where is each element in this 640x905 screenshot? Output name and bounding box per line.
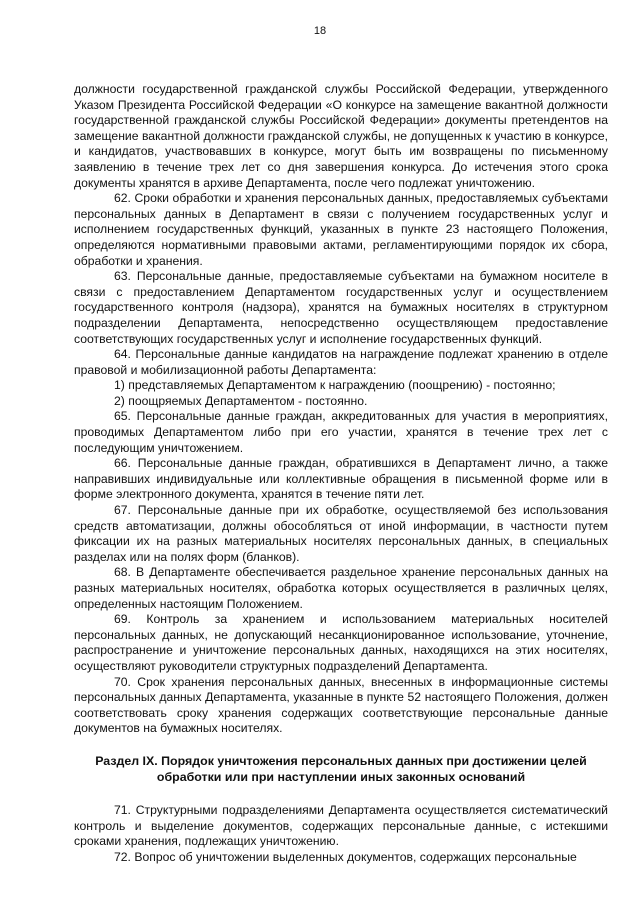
paragraph: 65. Персональные данные граждан, аккредитованных для участия в мероприятиях, проводимых Департаментом либо при его участии, хранятся в течение трех лет с последующим уничтожением.	[74, 409, 608, 455]
paragraph: 67. Персональные данные при их обработке, осуществляемой без использования средств автоматизации, должны обособляться от иной информации, в частности путем фиксации их на разных материальных носителях персональных данных, в специальных разделах или на полях форм (бланков).	[74, 503, 608, 564]
paragraph: 62. Сроки обработки и хранения персональных данных, предоставляемых субъектами персональных данных в Департамент в связи с получением государственных услуг и исполнением государственных функций, указанных в пункте 23 настоящего Положения, определяются нормативными правовыми актами, регламентирующими порядок их сбора, обработки и хранения.	[74, 191, 608, 268]
paragraph: 70. Срок хранения персональных данных, внесенных в информационные системы персональных данных Департамента, указанные в пункте 52 настоящего Положения, должен соответствовать сроку хранения содержащих соответствующие персональные данные документов на бумажных носителях.	[74, 674, 608, 736]
paragraph: должности государственной гражданской службы Российской Федерации, утвержденного Указом Президента Российской Федерации «О конкурсе на замещение вакантной должности государственной гражданской службы Российской Федерации» документы претендентов на замещение вакантной должности гражданской службы, не допущенных к участию в конкурсе, и кандидатов, участвовавших в конкурсе, могут быть им возвращены по письменному заявлению в течение трех лет со дня завершения конкурса. До истечения этого срока документы хранятся в архиве Департамента, после чего подлежат уничтожению.	[74, 82, 608, 190]
paragraph: 68. В Департаменте обеспечивается раздельное хранение персональных данных на разных материальных носителях, обработка которых осуществляется в различных целях, определенных настоящим Положением.	[74, 565, 608, 611]
document-body	[74, 82, 608, 865]
paragraph: 63. Персональные данные, предоставляемые субъектами на бумажном носителе в связи с предоставлением Департаментом государственных услуг и осуществлением государственного контроля (надзора), хранятся на бумажных носителях в структурном подразделении Департамента, непосредственно осуществляющем предоставление соответствующих государственных услуг и исполнение государственных функций.	[74, 269, 608, 346]
paragraph: 1) представляемых Департаментом к награждению (поощрению) - постоянно;	[114, 378, 556, 393]
paragraphs-after-section	[74, 803, 608, 865]
paragraph: 66. Персональные данные граждан, обратившихся в Департамент лично, а также направивших индивидуальные или коллективные обращения в письменной форме или в форме электронного документа, хранятся в течение пяти лет.	[74, 456, 608, 502]
paragraph: 71. Структурными подразделениями Департамента осуществляется систематический контроль и выделение документов, содержащих персональные данные, с истекшими сроками хранения, подлежащих уничтожению.	[74, 802, 608, 849]
page-number: 18	[313, 25, 327, 37]
paragraph: 64. Персональные данные кандидатов на награждение подлежат хранению в отделе правовой и мобилизационной работы Департамента:	[74, 347, 608, 377]
paragraph: 69. Контроль за хранением и использованием материальных носителей персональных данных, не допускающий несанкционированное использование, уточнение, распространение и уничтожение персональных данных, находящихся на этих носителях, осуществляют руководители структурных подразделений Департамента.	[74, 612, 608, 673]
section-heading: Раздел IX. Порядок уничтожения персональных данных при достижении целей обработки или при наступлении иных законных оснований	[95, 753, 587, 784]
paragraph: 72. Вопрос об уничтожении выделенных документов, содержащих персональные	[114, 849, 577, 864]
paragraphs-before-section	[74, 82, 608, 737]
paragraph: 2) поощряемых Департаментом - постоянно.	[114, 393, 368, 408]
